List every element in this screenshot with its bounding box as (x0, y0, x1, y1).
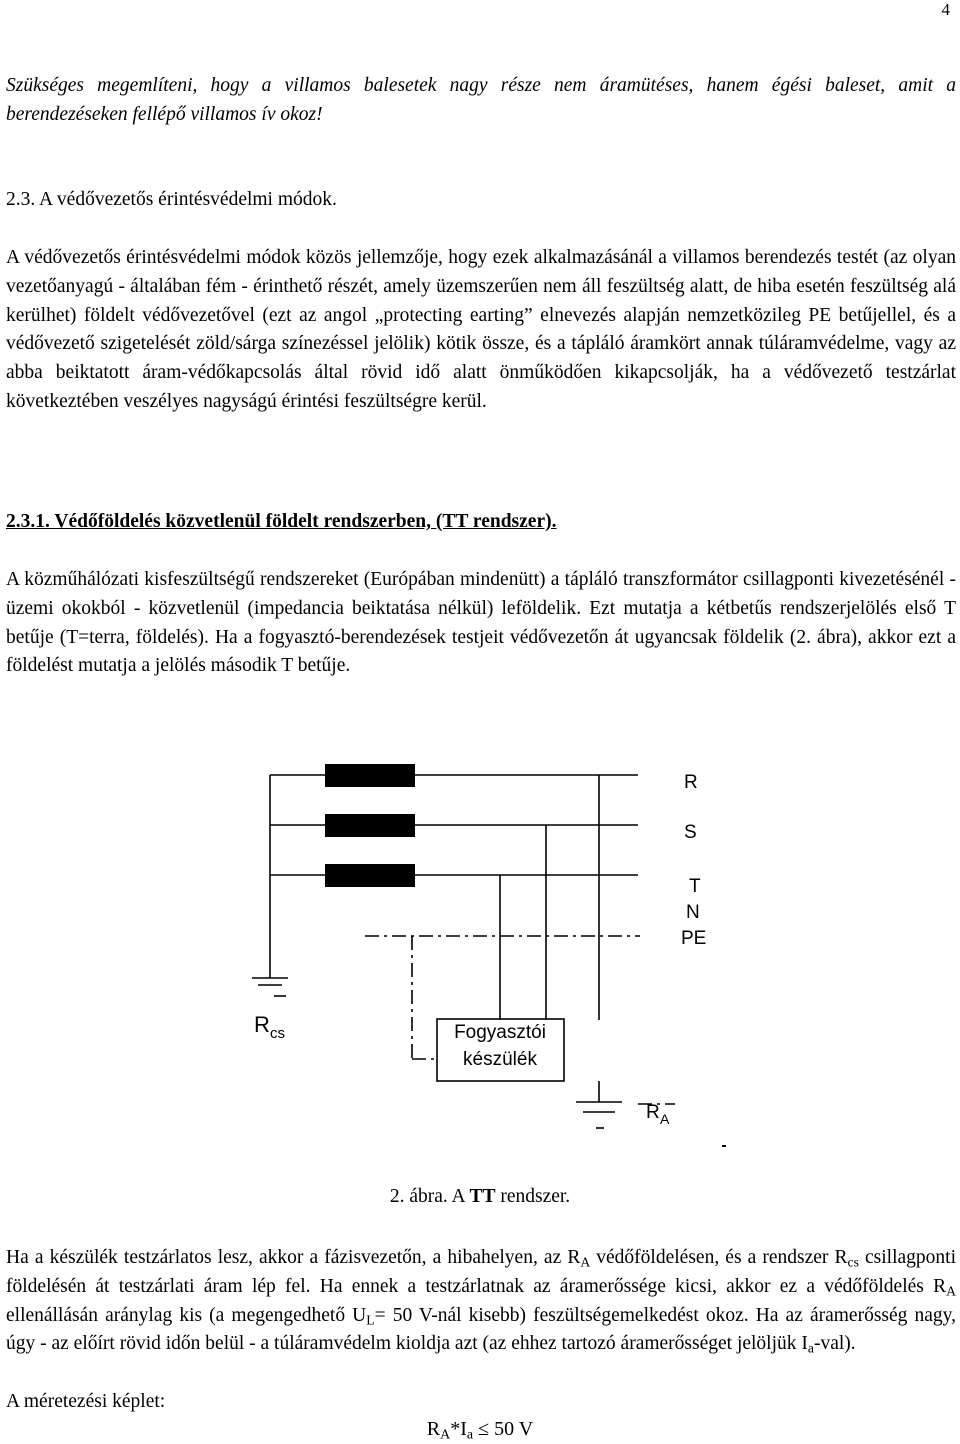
label-S: S (684, 822, 697, 843)
tt-system-diagram (0, 740, 960, 1170)
intro-paragraph: A védővezetős érintésvédelmi módok közös jellemzője, hogy ezek alkalmazásánál a villamos berendezés testét (az olyan vezetőanyagú - általában fém - érinthető részét, amely üzemszerűen nem áll feszültség alatt, de hiba esetén feszültség alá kerülhet) földelt védővezetővel (ezt az angol „protecting earting” elnevezés alapján nemzetközileg PE betűjellel, és a védővezető szigetelését zöld/sárga színezéssel jelölik) kötik össze, és a tápláló áramkört annak túláramvédelme, vagy az abba beiktatott áram-védőkapcsolás által rövid idő alatt önműködően kikapcsolják, ha a védővezető testzárlat következtében veszélyes nagyságú érintési feszültségre kerül. (6, 247, 956, 412)
label-RA: R (646, 1102, 660, 1123)
label-Rcs-sub: cs (270, 1025, 285, 1042)
page-number: 4 (941, 0, 950, 19)
device-label-line1: Fogyasztói (454, 1022, 546, 1043)
note-paragraph: Szükséges megemlíteni, hogy a villamos balesetek nagy része nem áramütéses, hanem égési baleset, amit a berendezéseken fellépő villamos ív okoz! (6, 75, 956, 125)
winding-T (325, 864, 415, 887)
winding-S (325, 814, 415, 837)
section-heading: 2.3. A védővezetős érintésvédelmi módok. (6, 189, 337, 210)
label-Rcs: R (254, 1012, 270, 1037)
label-R: R (684, 772, 698, 793)
device-label-line2: készülék (463, 1049, 537, 1070)
label-N: N (686, 902, 700, 923)
label-RA-sub: A (660, 1111, 670, 1127)
winding-R (325, 764, 415, 787)
result-paragraph: Ha a készülék testzárlatos lesz, akkor a fázisvezetőn, a hibahelyen, az $R_A$ védőföldelésen, és a rendszer $R_{cs}$ csillagponti földelésén át testzárlati áram lép fel. Ha ennek a testzárlatnak az áramerőssége kicsi, akkor ez a védőföldelés $R_A$ ellenállásán aránylag kis (a megengedhető $U_L= 50$ V-nál kisebb) feszültségemelkedést okoz. Ha az áramerősség nagy, úgy - az előírt rövid időn belül - a túláramvédelm kioldja azt (az ehhez tartozó áramerősséget jelöljük $I_a-val$). (6, 1247, 957, 1356)
formula-intro: A méretezési képlet: (6, 1391, 166, 1412)
figure-caption: 2. ábra. A TT rendszer. (389, 1186, 571, 1207)
tt-paragraph: A közműhálózati kisfeszültségű rendszereket (Európában mindenütt) a tápláló transzformátor csillagponti kivezetésénél - üzemi okokból - közvetlenül (impedancia beiktatása nélkül) leföldelik. Ezt mutatja a kétbetűs rendszerjelölés első T betűje (T=terra, földelés). Ha a fogyasztó-berendezések testjeit védővezetőn át ugyancsak földelik (2. ábra), akkor ezt a földelést mutatja a jelölés második T betűje. (6, 569, 956, 677)
label-T: T (689, 876, 701, 897)
subsection-heading: 2.3.1. Védőföldelés közvetlenül földelt rendszerben, (TT rendszer). (6, 511, 557, 532)
sizing-formula: $R_A*I_a \le 50$ V (426, 1418, 534, 1443)
label-PE: PE (681, 928, 707, 949)
